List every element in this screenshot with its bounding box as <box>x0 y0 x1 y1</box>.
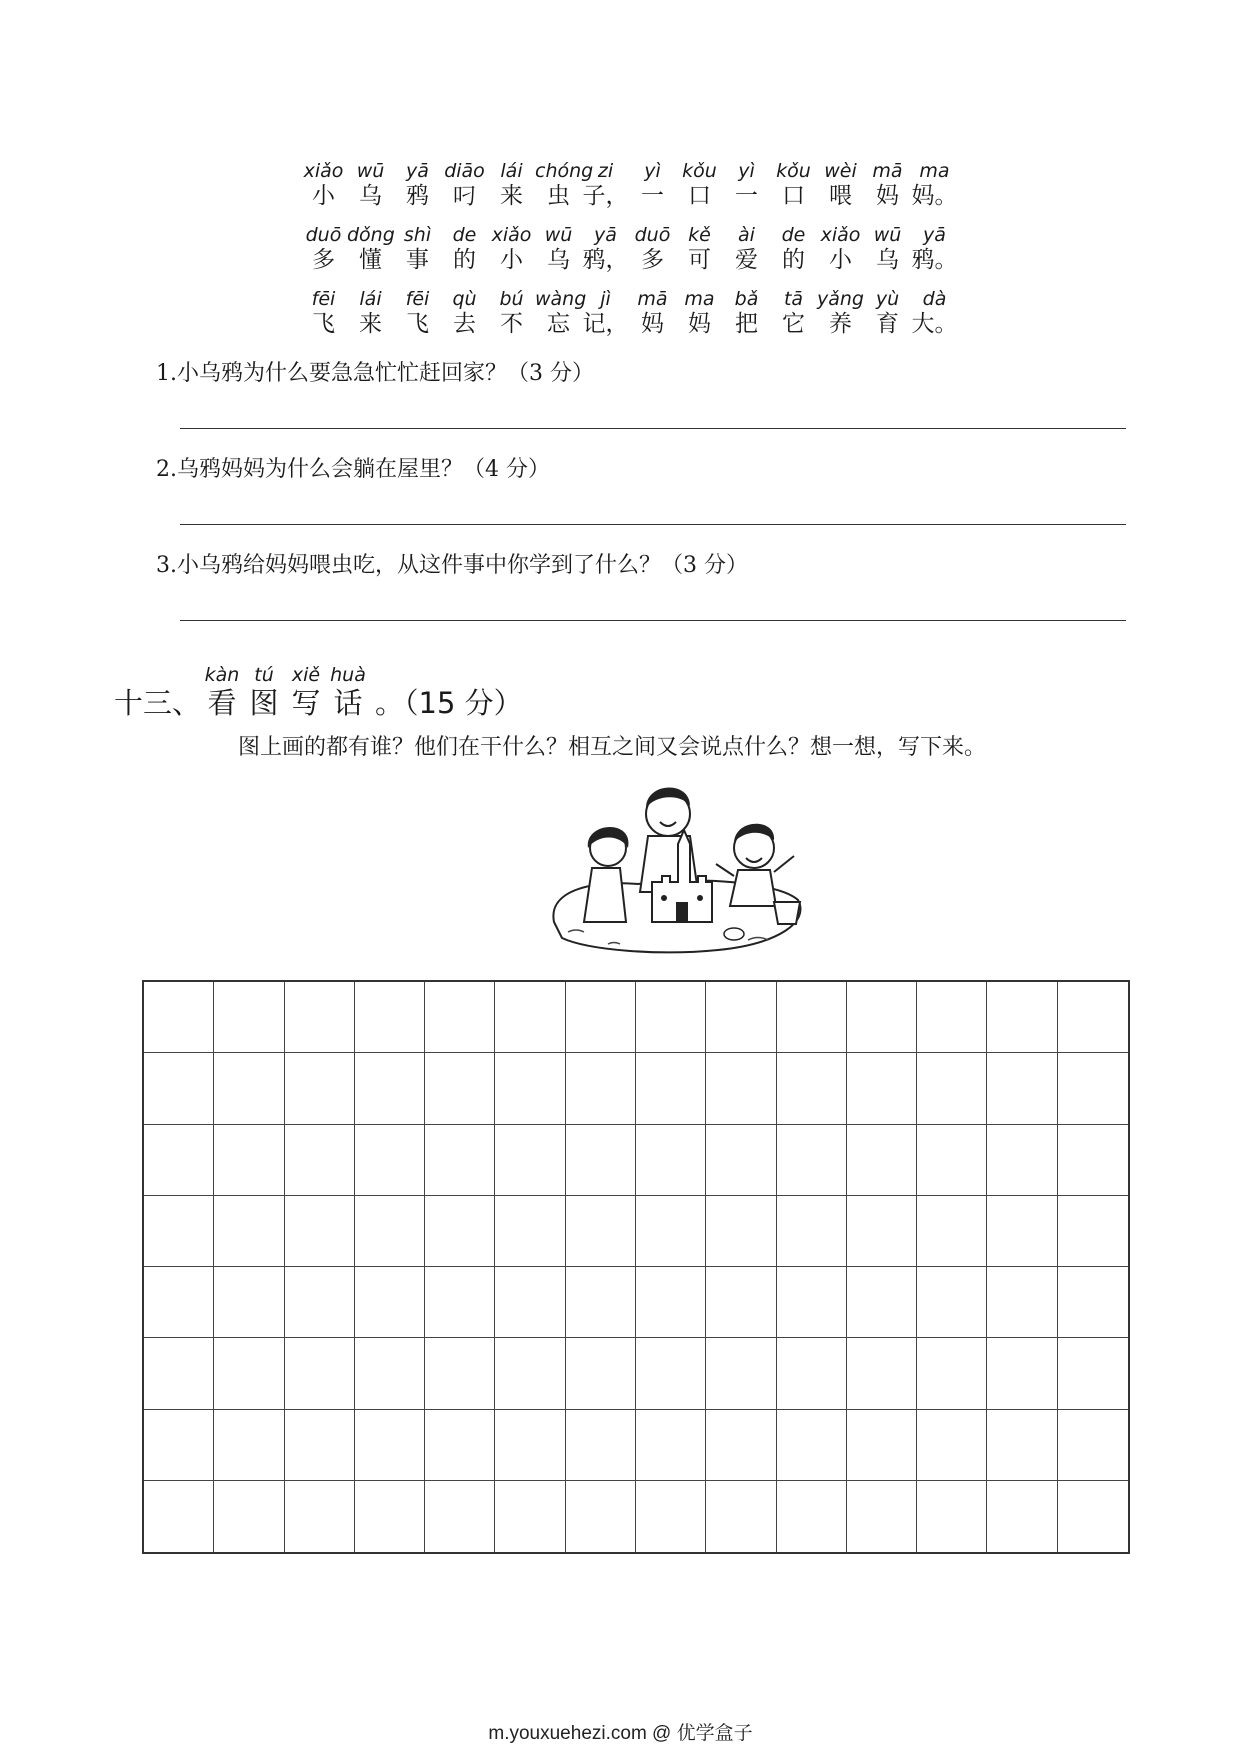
poem-pinyin: diāo <box>444 160 485 182</box>
poem-hanzi: 多 <box>641 247 664 273</box>
grid-cell[interactable] <box>355 1338 425 1409</box>
grid-cell[interactable] <box>495 1267 565 1338</box>
poem-syllable <box>535 288 587 338</box>
poem-hanzi: 爱 <box>735 247 758 273</box>
grid-cell[interactable] <box>285 1053 355 1124</box>
poem-hanzi: 鸦， <box>582 247 629 273</box>
poem-pinyin: tā <box>783 288 804 310</box>
grid-cell[interactable] <box>917 1481 987 1552</box>
grid-cell[interactable] <box>566 1410 636 1481</box>
grid-cell[interactable] <box>706 1125 776 1196</box>
grid-cell[interactable] <box>636 1338 706 1409</box>
poem-hanzi: 飞 <box>406 311 429 337</box>
grid-cell[interactable] <box>214 1053 284 1124</box>
poem-hanzi: 育 <box>876 311 899 337</box>
poem-pinyin: xiǎo <box>491 224 532 246</box>
poem-syllable <box>582 160 629 210</box>
grid-cell[interactable] <box>495 982 565 1053</box>
poem-pinyin: yù <box>875 288 900 310</box>
poem-syllable <box>911 288 958 338</box>
poem-pinyin: duō <box>305 224 342 246</box>
poem-hanzi: 叼 <box>453 183 476 209</box>
poem-hanzi: 可 <box>688 247 711 273</box>
poem-hanzi: 来 <box>500 183 523 209</box>
ruby-char <box>201 664 243 720</box>
grid-cell[interactable] <box>777 982 847 1053</box>
grid-cell[interactable] <box>847 1410 917 1481</box>
grid-cell[interactable] <box>917 1053 987 1124</box>
poem-syllable <box>582 224 629 274</box>
grid-cell[interactable] <box>706 1267 776 1338</box>
poem-pinyin: wèi <box>824 160 857 182</box>
grid-cell[interactable] <box>777 1410 847 1481</box>
poem-syllable <box>300 288 347 338</box>
ruby-hanzi: 看 <box>207 686 237 720</box>
poem-pinyin: kě <box>688 224 711 246</box>
grid-cell[interactable] <box>987 1053 1057 1124</box>
poem-line <box>300 288 958 338</box>
grid-cell[interactable] <box>847 1053 917 1124</box>
poem-line <box>300 224 958 274</box>
grid-cell[interactable] <box>636 1125 706 1196</box>
poem-hanzi: 小 <box>312 183 335 209</box>
grid-cell[interactable] <box>285 1125 355 1196</box>
poem-hanzi: 妈 <box>641 311 664 337</box>
poem-hanzi: 的 <box>453 247 476 273</box>
poem-hanzi: 小 <box>500 247 523 273</box>
grid-cell[interactable] <box>706 982 776 1053</box>
grid-cell[interactable] <box>917 1125 987 1196</box>
question-3: 3.小乌鸦给妈妈喂虫吃，从这件事中你学到了什么？（3 分） <box>156 553 748 578</box>
grid-cell[interactable] <box>355 1481 425 1552</box>
grid-cell[interactable] <box>706 1338 776 1409</box>
footer-watermark: m.youxuehezi.com @ 优学盒子 <box>488 1723 753 1744</box>
grid-cell[interactable] <box>566 1196 636 1267</box>
grid-cell[interactable] <box>917 1338 987 1409</box>
grid-cell[interactable] <box>987 1338 1057 1409</box>
ruby-pinyin: xiě <box>291 664 321 686</box>
writing-grid[interactable] <box>142 980 1130 1554</box>
poem-hanzi: 妈。 <box>911 183 958 209</box>
poem-hanzi: 懂 <box>359 247 382 273</box>
poem-pinyin: mā <box>872 160 903 182</box>
poem-hanzi: 小 <box>829 247 852 273</box>
grid-cell[interactable] <box>1058 1338 1128 1409</box>
answer-line-2[interactable] <box>180 524 1126 525</box>
poem-hanzi: 大。 <box>911 311 958 337</box>
poem-pinyin: wū <box>356 160 385 182</box>
poem-pinyin: de <box>452 224 477 246</box>
poem-hanzi: 子， <box>582 183 629 209</box>
grid-cell[interactable] <box>144 1267 214 1338</box>
poem-hanzi: 口 <box>782 183 805 209</box>
grid-cell[interactable] <box>1058 1410 1128 1481</box>
poem-syllable <box>817 224 864 274</box>
poem-hanzi: 乌 <box>359 183 382 209</box>
poem-hanzi: 事 <box>406 247 429 273</box>
poem-syllable <box>723 288 770 338</box>
poem-hanzi: 不 <box>500 311 523 337</box>
grid-cell[interactable] <box>706 1481 776 1552</box>
grid-cell[interactable] <box>214 1410 284 1481</box>
grid-cell[interactable] <box>847 1196 917 1267</box>
poem-hanzi: 乌 <box>876 247 899 273</box>
grid-cell[interactable] <box>355 1267 425 1338</box>
poem-syllable <box>488 224 535 274</box>
poem-pinyin: yì <box>738 160 755 182</box>
poem-pinyin: ma <box>684 288 715 310</box>
grid-cell[interactable] <box>355 1196 425 1267</box>
grid-cell[interactable] <box>144 1481 214 1552</box>
grid-cell[interactable] <box>636 982 706 1053</box>
grid-cell[interactable] <box>847 982 917 1053</box>
poem-hanzi: 喂 <box>829 183 852 209</box>
question-1: 1.小乌鸦为什么要急急忙忙赶回家？（3 分） <box>156 361 594 386</box>
grid-cell[interactable] <box>144 1125 214 1196</box>
grid-cell[interactable] <box>144 1338 214 1409</box>
grid-cell[interactable] <box>777 1196 847 1267</box>
poem-pinyin: wū <box>873 224 902 246</box>
grid-cell[interactable] <box>285 1196 355 1267</box>
grid-cell[interactable] <box>355 1410 425 1481</box>
poem-syllable <box>676 224 723 274</box>
poem-hanzi: 多 <box>312 247 335 273</box>
grid-cell[interactable] <box>636 1267 706 1338</box>
ruby-pinyin: huà <box>330 664 366 686</box>
poem-syllable <box>300 224 347 274</box>
grid-cell[interactable] <box>1058 1196 1128 1267</box>
grid-cell[interactable] <box>425 1267 495 1338</box>
grid-cell[interactable] <box>214 982 284 1053</box>
grid-cell[interactable] <box>566 1267 636 1338</box>
poem-syllable <box>629 160 676 210</box>
poem-syllable <box>300 160 347 210</box>
poem-pinyin: wàng <box>535 288 587 310</box>
grid-cell[interactable] <box>1058 1125 1128 1196</box>
ruby-hanzi: 图 <box>249 686 279 720</box>
poem-syllable <box>817 160 864 210</box>
poem-syllable <box>441 288 488 338</box>
grid-cell[interactable] <box>847 1125 917 1196</box>
grid-cell[interactable] <box>566 1338 636 1409</box>
grid-cell[interactable] <box>566 1125 636 1196</box>
poem-pinyin: chóng <box>535 160 594 182</box>
grid-cell[interactable] <box>425 982 495 1053</box>
poem-syllable <box>488 160 535 210</box>
grid-cell[interactable] <box>1058 1481 1128 1552</box>
poem-pinyin: mā <box>637 288 668 310</box>
poem-syllable <box>676 160 723 210</box>
grid-cell[interactable] <box>987 1196 1057 1267</box>
poem-pinyin: jì <box>600 288 611 310</box>
grid-cell[interactable] <box>495 1125 565 1196</box>
grid-cell[interactable] <box>425 1125 495 1196</box>
poem-pinyin: dà <box>922 288 947 310</box>
poem-hanzi: 虫 <box>547 183 570 209</box>
grid-cell[interactable] <box>285 1481 355 1552</box>
section-number: 十三、 <box>114 686 202 720</box>
ruby-char <box>243 664 285 720</box>
poem-pinyin: ma <box>919 160 950 182</box>
poem-pinyin: zi <box>597 160 614 182</box>
grid-cell[interactable] <box>495 1053 565 1124</box>
grid-cell[interactable] <box>495 1481 565 1552</box>
grid-cell[interactable] <box>847 1267 917 1338</box>
poem-pinyin: yǎng <box>817 288 864 310</box>
grid-cell[interactable] <box>777 1267 847 1338</box>
poem-syllable <box>770 224 817 274</box>
poem-syllable <box>770 160 817 210</box>
ruby-hanzi: 话 <box>333 686 363 720</box>
ruby-pinyin: tú <box>254 664 274 686</box>
poem-syllable <box>535 224 582 274</box>
poem-pinyin: bú <box>499 288 524 310</box>
grid-cell[interactable] <box>425 1196 495 1267</box>
grid-cell[interactable] <box>706 1410 776 1481</box>
poem-pinyin: de <box>781 224 806 246</box>
poem-pinyin: xiǎo <box>303 160 344 182</box>
question-2: 2.乌鸦妈妈为什么会躺在屋里？（4 分） <box>156 457 550 482</box>
grid-cell[interactable] <box>425 1053 495 1124</box>
grid-cell[interactable] <box>285 1410 355 1481</box>
poem-syllable <box>864 288 911 338</box>
writing-instruction: 图上画的都有谁？他们在干什么？相互之间又会说点什么？想一想，写下来。 <box>238 735 987 760</box>
grid-cell[interactable] <box>847 1338 917 1409</box>
grid-cell[interactable] <box>355 1053 425 1124</box>
grid-cell[interactable] <box>917 1196 987 1267</box>
grid-cell[interactable] <box>987 1481 1057 1552</box>
grid-cell[interactable] <box>1058 982 1128 1053</box>
poem-syllable <box>629 288 676 338</box>
grid-cell[interactable] <box>285 1338 355 1409</box>
section-title-ruby <box>201 664 369 720</box>
grid-cell[interactable] <box>144 1196 214 1267</box>
ruby-pinyin: kàn <box>204 664 240 686</box>
answer-line-3[interactable] <box>180 620 1126 621</box>
poem-hanzi: 乌 <box>547 247 570 273</box>
poem-syllable <box>864 224 911 274</box>
poem-syllable <box>394 288 441 338</box>
poem-pinyin: yā <box>406 160 429 182</box>
grid-cell[interactable] <box>144 982 214 1053</box>
ruby-char <box>327 664 369 720</box>
poem-hanzi: 的 <box>782 247 805 273</box>
poem-hanzi: 来 <box>359 311 382 337</box>
poem-syllable <box>394 224 441 274</box>
grid-cell[interactable] <box>917 982 987 1053</box>
poem-hanzi: 妈 <box>876 183 899 209</box>
poem-syllable <box>770 288 817 338</box>
poem-line <box>300 160 958 210</box>
grid-cell[interactable] <box>917 1410 987 1481</box>
grid-cell[interactable] <box>777 1125 847 1196</box>
poem-syllable <box>817 288 864 338</box>
grid-cell[interactable] <box>987 982 1057 1053</box>
grid-cell[interactable] <box>636 1481 706 1552</box>
grid-cell[interactable] <box>847 1481 917 1552</box>
poem-pinyin: bǎ <box>734 288 759 310</box>
poem-pinyin: xiǎo <box>820 224 861 246</box>
grid-cell[interactable] <box>144 1053 214 1124</box>
poem-hanzi: 鸦 <box>406 183 429 209</box>
poem-pinyin: yā <box>923 224 946 246</box>
grid-cell[interactable] <box>495 1410 565 1481</box>
section-13-title <box>114 664 523 720</box>
poem-pinyin: kǒu <box>682 160 717 182</box>
poem-syllable <box>911 160 958 210</box>
poem-pinyin: yì <box>644 160 661 182</box>
poem-syllable <box>347 288 394 338</box>
poem-syllable <box>864 160 911 210</box>
poem-pinyin: dǒng <box>347 224 395 246</box>
family-sandcastle-illustration <box>548 772 810 958</box>
poem-syllable <box>723 160 770 210</box>
grid-cell[interactable] <box>777 1481 847 1552</box>
poem-hanzi: 飞 <box>312 311 335 337</box>
poem-syllable <box>676 288 723 338</box>
poem-pinyin: fēi <box>405 288 430 310</box>
grid-cell[interactable] <box>706 1053 776 1124</box>
poem-pinyin: lái <box>500 160 523 182</box>
poem-pinyin: qù <box>452 288 477 310</box>
grid-cell[interactable] <box>566 982 636 1053</box>
poem-hanzi: 记， <box>582 311 629 337</box>
poem-syllable <box>488 288 535 338</box>
grid-cell[interactable] <box>987 1267 1057 1338</box>
poem-pinyin: shì <box>403 224 432 246</box>
section-score: 。（15 分） <box>375 686 523 720</box>
grid-cell[interactable] <box>1058 1053 1128 1124</box>
grid-cell[interactable] <box>987 1410 1057 1481</box>
grid-cell[interactable] <box>636 1410 706 1481</box>
poem-pinyin: ài <box>738 224 755 246</box>
poem-pinyin: wū <box>544 224 573 246</box>
grid-cell[interactable] <box>987 1125 1057 1196</box>
poem-pinyin: lái <box>359 288 382 310</box>
poem-syllable <box>911 224 958 274</box>
grid-cell[interactable] <box>425 1338 495 1409</box>
grid-cell[interactable] <box>636 1053 706 1124</box>
grid-cell[interactable] <box>214 1267 284 1338</box>
grid-cell[interactable] <box>777 1338 847 1409</box>
grid-cell[interactable] <box>917 1267 987 1338</box>
grid-cell[interactable] <box>495 1338 565 1409</box>
poem-hanzi: 养 <box>829 311 852 337</box>
grid-cell[interactable] <box>214 1481 284 1552</box>
poem-pinyin: duō <box>634 224 671 246</box>
grid-cell[interactable] <box>706 1196 776 1267</box>
grid-cell[interactable] <box>214 1338 284 1409</box>
grid-cell[interactable] <box>495 1196 565 1267</box>
poem-syllable <box>629 224 676 274</box>
grid-cell[interactable] <box>777 1053 847 1124</box>
poem-hanzi: 一 <box>735 183 758 209</box>
poem-hanzi: 一 <box>641 183 664 209</box>
poem-syllable <box>441 224 488 274</box>
grid-cell[interactable] <box>425 1410 495 1481</box>
poem-hanzi: 鸦。 <box>911 247 958 273</box>
grid-cell[interactable] <box>144 1410 214 1481</box>
poem-pinyin: kǒu <box>776 160 811 182</box>
poem-hanzi: 口 <box>688 183 711 209</box>
poem-hanzi: 妈 <box>688 311 711 337</box>
grid-cell[interactable] <box>636 1196 706 1267</box>
poem-syllable <box>347 160 394 210</box>
poem-syllable <box>535 160 594 210</box>
grid-cell[interactable] <box>1058 1267 1128 1338</box>
grid-cell[interactable] <box>285 982 355 1053</box>
grid-cell[interactable] <box>425 1481 495 1552</box>
poem-hanzi: 它 <box>782 311 805 337</box>
poem-syllable <box>582 288 629 338</box>
grid-cell[interactable] <box>566 1481 636 1552</box>
grid-cell[interactable] <box>355 982 425 1053</box>
poem-syllable <box>723 224 770 274</box>
grid-cell[interactable] <box>214 1196 284 1267</box>
grid-cell[interactable] <box>285 1267 355 1338</box>
grid-cell[interactable] <box>214 1125 284 1196</box>
answer-line-1[interactable] <box>180 428 1126 429</box>
poem-syllable <box>441 160 488 210</box>
poem-syllable <box>394 160 441 210</box>
grid-cell[interactable] <box>566 1053 636 1124</box>
ruby-char <box>285 664 327 720</box>
grid-cell[interactable] <box>355 1125 425 1196</box>
poem-pinyin: yā <box>594 224 617 246</box>
ruby-hanzi: 写 <box>291 686 321 720</box>
poem-hanzi: 把 <box>735 311 758 337</box>
poem-hanzi: 忘 <box>547 311 570 337</box>
poem-pinyin: fēi <box>311 288 336 310</box>
poem-hanzi: 去 <box>453 311 476 337</box>
poem-syllable <box>347 224 394 274</box>
